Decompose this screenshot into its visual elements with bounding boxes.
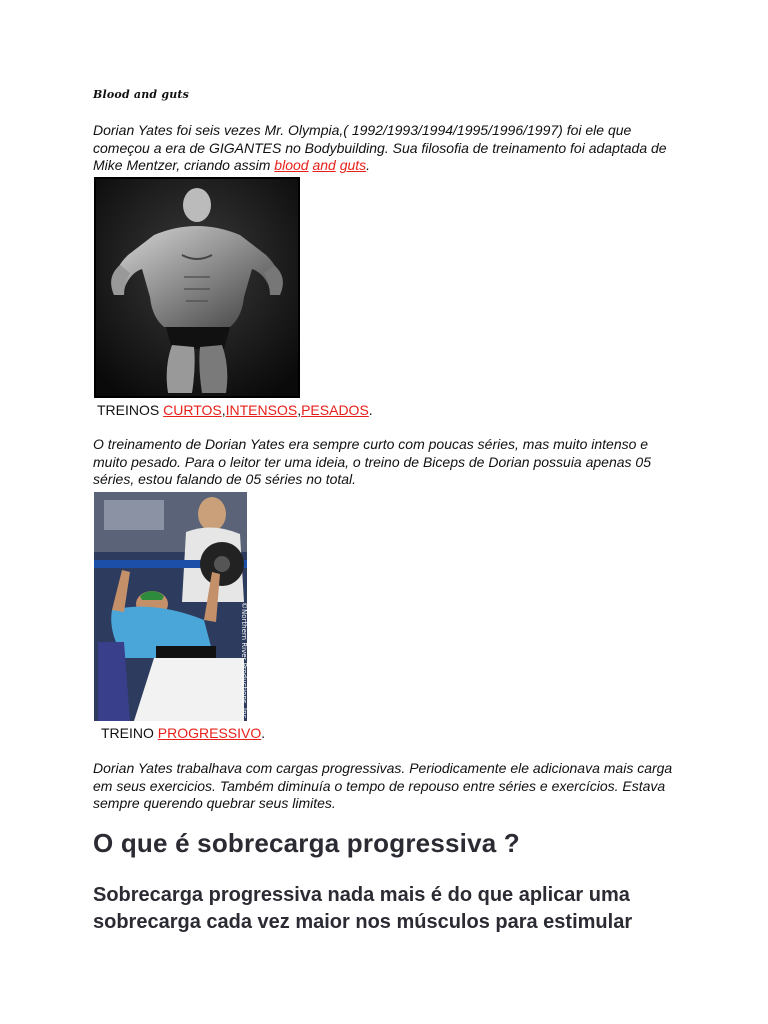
caption-treinos (97, 401, 373, 419)
section-heading: O que é sobrecarga progressiva ? (93, 828, 520, 858)
bodybuilder-photo (94, 177, 300, 398)
paragraph-intro (93, 122, 683, 175)
caption2-end: . (261, 725, 266, 741)
bodybuilder-photo-graphic (94, 177, 300, 398)
link-progressivo[interactable]: PROGRESSIVO (157, 725, 262, 741)
caption1-sep1: , (221, 402, 226, 418)
photo-credit: ©Northern River Productions, Inc. (240, 602, 248, 721)
caption1-sep2: , (297, 402, 302, 418)
paragraph-training: O treinamento de Dorian Yates era sempre curto com poucas séries, mas muito intenso e muito pesado. Para o leitor ter uma ideia, o treino de Biceps de Dorian possuia apenas 05 séries, estou falando de 05 séries no total. (93, 436, 652, 487)
paragraph-progressive: Dorian Yates trabalhava com cargas progressivas. Periodicamente ele adicionava mais carga em seus exercicios. Também diminuía o tempo de repouso entre séries e exercícios. Estava sempre querendo quebrar seus limites. (93, 760, 673, 811)
caption1-prefix: TREINOS (97, 402, 164, 418)
bench-press-photo (94, 492, 247, 721)
caption1-end: . (368, 402, 373, 418)
caption2-prefix: TREINO (101, 725, 158, 741)
small-heading: Blood and guts (93, 88, 190, 101)
intro-text: Dorian Yates foi seis vezes Mr. Olympia,( 1992/1993/1994/1995/1996/1997) foi ele que começou a era de GIGANTES no Bodybuilding. Sua filosofia de treinamento foi adaptada de Mike Mentzer, criando assim (93, 122, 667, 173)
intro-end: . (366, 157, 371, 173)
link-curtos[interactable]: CURTOS (163, 402, 222, 418)
link-pesados[interactable]: PESADOS (301, 402, 369, 418)
link-intensos[interactable]: INTENSOS (225, 402, 298, 418)
caption-treino (101, 724, 265, 742)
section-subheading: Sobrecarga progressiva nada mais é do que aplicar uma sobrecarga cada vez maior nos músculos para estimular (93, 884, 633, 933)
link-blood[interactable]: blood (274, 157, 309, 173)
bench-press-photo-graphic (94, 492, 247, 721)
link-and[interactable]: and (312, 157, 336, 173)
link-guts[interactable]: guts (339, 157, 367, 173)
